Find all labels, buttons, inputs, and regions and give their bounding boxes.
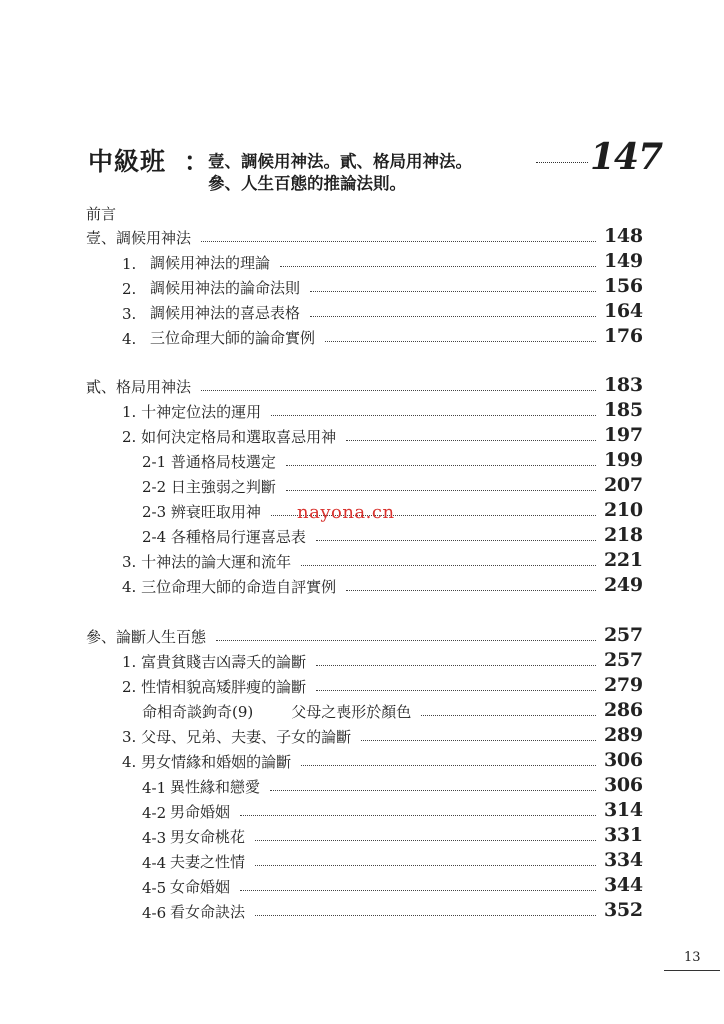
toc-section-title: 貳、格局用神法 xyxy=(86,378,192,396)
chapter-page-number: 147 xyxy=(590,136,663,178)
toc-leader-dots xyxy=(361,740,596,741)
toc-page-number: 148 xyxy=(604,225,643,247)
toc-section[interactable] xyxy=(86,623,643,647)
toc-leader-dots xyxy=(240,890,596,891)
toc-entry-title: 調候用神法的喜忌表格 xyxy=(150,304,301,322)
toc-leader-dots xyxy=(301,765,596,766)
toc-page-number: 149 xyxy=(604,250,643,272)
toc-leader-dots xyxy=(316,540,596,541)
toc-page-number: 306 xyxy=(604,749,643,771)
toc-entry-number: 4-1 xyxy=(142,779,167,797)
toc-entry-title: 2. 性情相貌高矮胖瘦的論斷 xyxy=(122,678,307,696)
toc-leader-dots xyxy=(280,266,596,267)
toc-section[interactable] xyxy=(86,224,643,248)
toc-entry[interactable] xyxy=(122,423,643,447)
toc-entry[interactable] xyxy=(122,249,643,273)
toc-page-number: 185 xyxy=(604,399,643,421)
toc-entry-title: 2. 如何決定格局和選取喜忌用神 xyxy=(122,428,337,446)
toc-entry-title: 調候用神法的論命法則 xyxy=(150,279,301,297)
toc-leader-dots xyxy=(310,291,596,292)
toc-section[interactable] xyxy=(86,373,643,397)
toc-leader-dots xyxy=(310,316,596,317)
toc-leader-dots xyxy=(286,490,596,491)
toc-leader-dots xyxy=(421,715,596,716)
toc-leader-dots xyxy=(201,390,596,391)
toc-subentry[interactable] xyxy=(142,473,643,497)
toc-page-number: 344 xyxy=(604,874,643,896)
toc-leader-dots xyxy=(325,341,596,342)
toc-entry-title: 4. 三位命理大師的命造自評實例 xyxy=(122,578,337,596)
chapter-subtitle-line2: 參、人生百態的推論法則。 xyxy=(208,174,406,193)
toc-leader-dots xyxy=(286,465,596,466)
toc-page-number: 210 xyxy=(604,499,643,521)
page-number: 13 xyxy=(684,950,701,965)
toc-subentry[interactable] xyxy=(142,523,643,547)
toc-entry[interactable] xyxy=(122,398,643,422)
toc-preface[interactable] xyxy=(86,200,206,224)
toc-entry-title: 2-3 辨衰旺取用神 xyxy=(142,503,261,521)
toc-leader-dots xyxy=(301,565,596,566)
toc-entry-number: 4-6 xyxy=(142,904,167,922)
toc-entry[interactable] xyxy=(122,299,643,323)
toc-page-number: 156 xyxy=(604,275,643,297)
toc-leader-dots xyxy=(316,665,596,666)
toc-page-number: 279 xyxy=(604,674,643,696)
toc-entry-title: 3. 父母、兄弟、夫妻、子女的論斷 xyxy=(122,728,352,746)
chapter-title: 中級班 xyxy=(88,147,167,176)
toc-subentry[interactable] xyxy=(142,698,643,722)
toc-entry-number: 4-2 xyxy=(142,804,167,822)
toc-page-number: 249 xyxy=(604,574,643,596)
toc-entry-number: 2. xyxy=(122,280,137,298)
toc-leader-dots xyxy=(201,241,596,242)
toc-entry-title: 3. 十神法的論大運和流年 xyxy=(122,553,292,571)
toc-entry-title: 夫妻之性情 xyxy=(170,853,246,871)
toc-page-number: 286 xyxy=(604,699,643,721)
chapter-subtitle-line1: 壹、調候用神法。貳、格局用神法。 xyxy=(208,152,472,171)
toc-entry-title: 男女命桃花 xyxy=(170,828,246,846)
toc-page-number: 199 xyxy=(604,449,643,471)
toc-page-number: 207 xyxy=(604,474,643,496)
toc-page-number: 352 xyxy=(604,899,643,921)
page-number-rule xyxy=(664,970,720,971)
toc-entry-title: 女命婚姻 xyxy=(170,878,231,896)
toc-subentry[interactable] xyxy=(142,898,643,922)
toc-section-title: 參、論斷人生百態 xyxy=(86,628,207,646)
toc-preface-label: 前言 xyxy=(86,205,117,223)
toc-entry[interactable] xyxy=(122,748,643,772)
chapter-heading xyxy=(88,136,663,200)
toc-entry-title: 2-2 日主強弱之判斷 xyxy=(142,478,276,496)
toc-entry-title: 命相奇談鉤奇(9) xyxy=(142,703,254,721)
toc-entry-number: 4. xyxy=(122,330,137,348)
toc-page-number: 314 xyxy=(604,799,643,821)
toc-page-number: 331 xyxy=(604,824,643,846)
toc-page-number: 306 xyxy=(604,774,643,796)
toc-entry[interactable] xyxy=(122,548,643,572)
toc-page-number: 289 xyxy=(604,724,643,746)
toc-leader-dots xyxy=(346,440,596,441)
toc-leader-dots xyxy=(270,790,596,791)
toc-leader-dots xyxy=(271,415,596,416)
toc-entry[interactable] xyxy=(122,274,643,298)
toc-leader-dots xyxy=(346,590,596,591)
toc-subentry[interactable] xyxy=(142,773,643,797)
toc-entry[interactable] xyxy=(122,324,643,348)
toc-page-number: 197 xyxy=(604,424,643,446)
toc-entry[interactable] xyxy=(122,723,643,747)
toc-page-number: 164 xyxy=(604,300,643,322)
toc-subentry[interactable] xyxy=(142,798,643,822)
toc-subentry[interactable] xyxy=(142,848,643,872)
toc-leader-dots xyxy=(216,640,596,641)
toc-entry-title: 1. 十神定位法的運用 xyxy=(122,403,262,421)
chapter-leader-dots xyxy=(536,162,588,163)
toc-page-number: 334 xyxy=(604,849,643,871)
chapter-title-colon: ： xyxy=(184,147,210,176)
toc-leader-dots xyxy=(255,840,596,841)
toc-page-number: 183 xyxy=(604,374,643,396)
toc-entry[interactable] xyxy=(122,673,643,697)
toc-page-number: 221 xyxy=(604,549,643,571)
toc-entry-title: 4. 男女情緣和婚姻的論斷 xyxy=(122,753,292,771)
toc-entry-title: 2-1 普通格局枝選定 xyxy=(142,453,276,471)
toc-subentry[interactable] xyxy=(142,823,643,847)
toc-leader-dots xyxy=(255,865,596,866)
toc-entry-title: 2-4 各種格局行運喜忌表 xyxy=(142,528,306,546)
toc-entry-number: 4-4 xyxy=(142,854,167,872)
watermark: nayona.cn xyxy=(297,502,395,523)
toc-section-title: 壹、調候用神法 xyxy=(86,229,192,247)
toc-subentry[interactable] xyxy=(142,448,643,472)
toc-page-number: 257 xyxy=(604,624,643,646)
toc-leader-dots xyxy=(316,690,596,691)
toc-entry-title: 三位命理大師的論命實例 xyxy=(150,329,316,347)
toc-entry-title-secondary: 父母之喪形於顏色 xyxy=(291,703,412,721)
toc-entry-number: 4-3 xyxy=(142,829,167,847)
toc-page-number: 176 xyxy=(604,325,643,347)
toc-entry-number: 1. xyxy=(122,255,137,273)
toc-entry-title: 異性緣和戀愛 xyxy=(170,778,261,796)
toc-entry-title: 看女命訣法 xyxy=(170,903,246,921)
toc-entry-title: 男命婚姻 xyxy=(170,803,231,821)
toc-leader-dots xyxy=(240,815,596,816)
toc-entry-title: 1. 富貴貧賤吉凶壽夭的論斷 xyxy=(122,653,307,671)
toc-page-number: 218 xyxy=(604,524,643,546)
toc-page-number: 257 xyxy=(604,649,643,671)
toc-entry-number: 3. xyxy=(122,305,137,323)
toc-entry-number: 4-5 xyxy=(142,879,167,897)
toc-entry[interactable] xyxy=(122,573,643,597)
toc-entry-title: 調候用神法的理論 xyxy=(150,254,271,272)
toc-leader-dots xyxy=(255,915,596,916)
toc-entry[interactable] xyxy=(122,648,643,672)
toc-subentry[interactable] xyxy=(142,873,643,897)
